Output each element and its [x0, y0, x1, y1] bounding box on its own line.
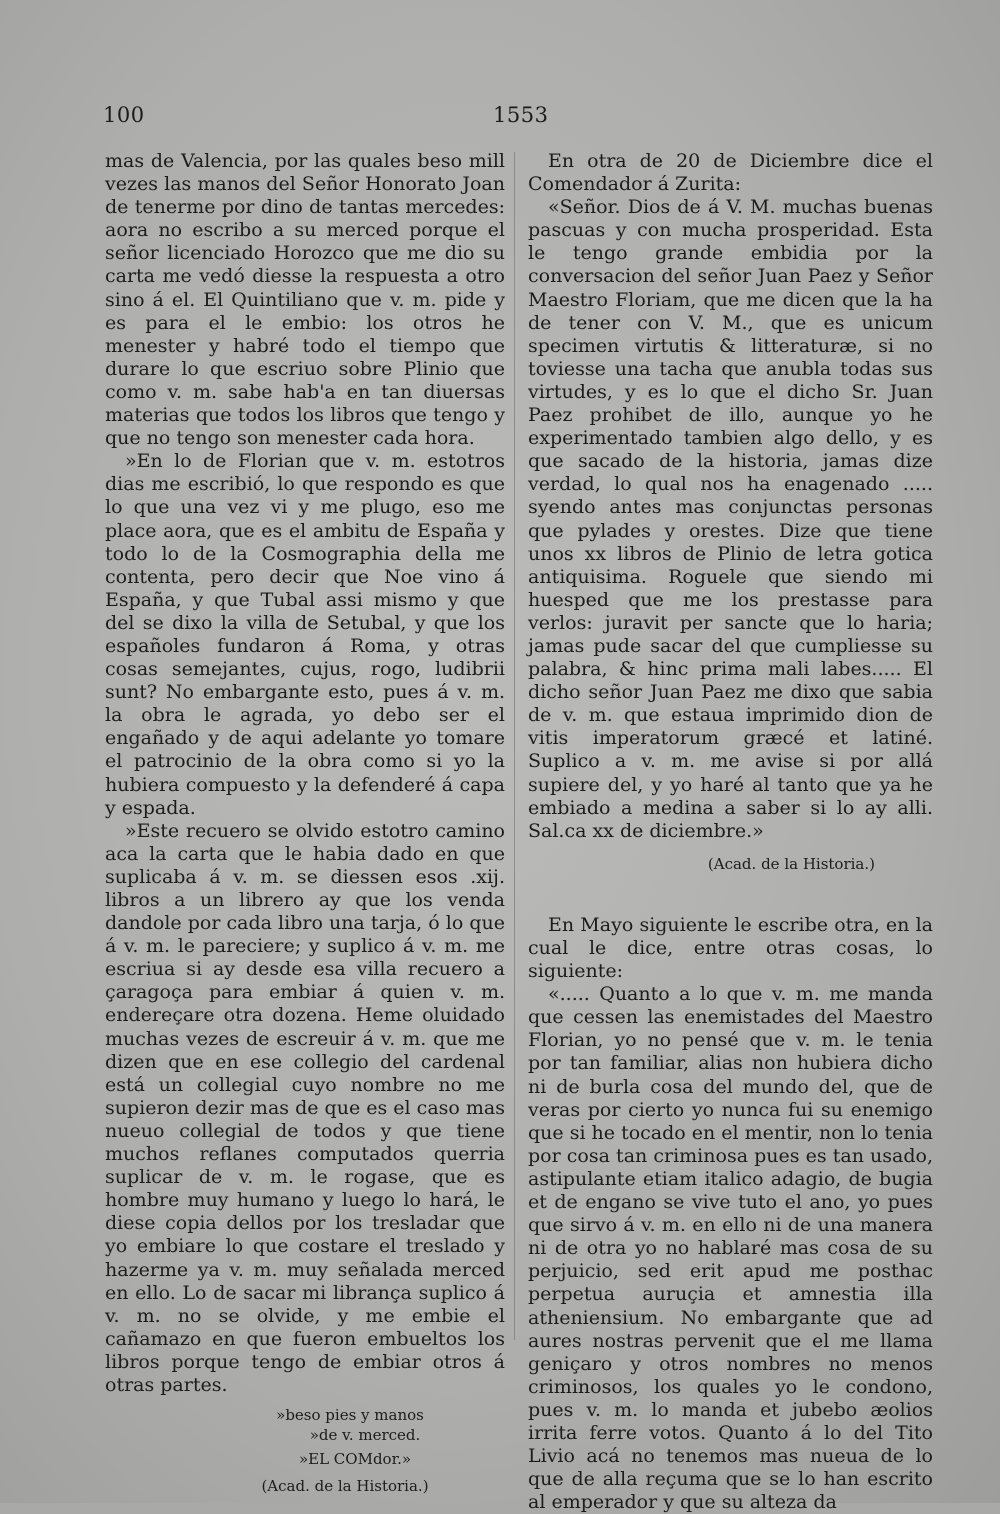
letter-text: «Señor. Dios de á V. M. muchas buenas pascuas y con mucha prosperidad. Esta le tengo grande embidia por la conversacion del señor Juan Paez y Señor Maestro Floriam, que me dicen que la ha de tener con V. M., que es unicum specimen virtutis & litteraturæ, si no toviesse una tacha que anubla todas sus virtudes, y es lo que el dicho Sr. Juan Paez prohibet de illo, aunque yo he experimentado tambien algo dello, y es que sacado de la historia, jamas dize verdad, lo qual nos ha enagenado ..... syendo antes mas conjunctas personas que pylades y orestes. Dize que tiene unos xx libros de Plinio de letra gotica antiquisima. Roguele que siendo mi huesped que me los prestasse para verlos: juravit per sancte que lo haria; jamas pude sacar del que cumpliesse su palabra, & hinc prima mali labes..... El dicho señor Juan Paez me dixo que sabia de v. m. que estaua imprimido dion de vitis imperatorum græcé et latiné. Suplico a v. m. me avise si por allá supiere del, y yo haré al tanto que ya he embiado a medina a saber si lo ay alli. Sal.ca xx de diciembre.» — [528, 196, 933, 842]
source-citation: (Acad. de la Historia.) — [707, 854, 875, 873]
paragraph: mas de Valencia, por las quales beso mill vezes las manos del Señor Honorato Joan de tenerme por dino de tantas mercedes: aora no escribo a su merced porque el señor licenciado Horozco que me dio su carta me vedó diesse la respuesta a otro sino á el. El Quintiliano que v. m. pide y es para el le embio: los otros he menester y habré todo el tiempo que durare lo que escriuo sobre Plinio que como v. m. sabe hab'a en tan diuersas materias que todos los libros que tengo y que no tengo son menester cada hora. — [105, 150, 505, 450]
running-year: 1553 — [493, 103, 549, 127]
signature: »EL COMdor.» — [298, 1450, 412, 1469]
closing-line: »de v. merced. — [309, 1426, 421, 1445]
section-gap — [528, 876, 933, 914]
left-column — [105, 150, 505, 1498]
closing-line: »beso pies y manos — [276, 1406, 424, 1425]
right-column — [528, 150, 933, 1514]
paragraph: En otra de 20 de Diciembre dice el Comendador á Zurita: — [528, 150, 933, 196]
paragraph: En Mayo siguiente le escribe otra, en la cual le dice, entre otras cosas, lo siguiente: — [528, 913, 933, 983]
source-citation: (Acad. de la Historia.) — [261, 1477, 429, 1496]
paragraph: »En lo de Florian que v. m. estotros dias me escribió, lo que respondo es que lo que una vez vi y me plugo, eso me place aora, que es el ambitu de España y todo lo de la Cosmographia della me contenta, pero decir que Noe vino á España, y que Tubal assi mismo y que del se dixo la villa de Setubal, y que los españoles fundaron á Roma, y otras cosas semejantes, cujus, rogo, ludibrii sunt? No embargante esto, pues á v. m. la obra le agrada, yo debo ser el engañado y de aqui adelante yo tomare el patrocinio de la obra como si yo la hubiera compuesto y la defenderé á capa y espada. — [105, 450, 505, 819]
column-divider — [514, 152, 515, 1340]
letter-text: «..... Quanto a lo que v. m. me manda que cessen las enemistades del Maestro Florian, yo no pensé que v. m. le tenia por tan familiar, alias non hubiera dicho ni de burla cosa del mundo del, que de veras por cierto yo nunca fui su enemigo que si he tocado en el mentir, non lo tenia por cosa tan criminosa pues es tan usado, astipulante etiam italico adagio, de bugia et de engano se vive tuto el ano, yo pues que sirvo á v. m. en ello ni de una manera ni de otra yo no hablaré mas cosa de su perjuicio, sed erit apud me posthac perpetua auruçia et amnestia illa atheniensium. No embargante que ad aures nostras pervenit que el me llama geniçaro y otros nombres no menos criminosos, los quales yo le condono, pues v. m. lo manda et jubebo æolios irrita ferre votos. Quanto á lo del Tito Livio acá no tenemos mas nueua de lo que de alla reçuma que se lo han escrito al emperador y que su alteza da — [528, 983, 933, 1514]
paragraph: »Este recuero se olvido estotro camino aca la carta que le habia dado en que suplicaba á v. m. se diessen esos .xij. libros a un librero ay que los venda dandole por cada libro una tarja, ó lo que á v. m. le pareciere; y suplico á v. m. me escriua si ay desde esa villa recuero a çaragoça para embiar á quien v. m. endereçare otra dozena. Heme oluidado muchas vezes de escreuir á v. m. que me dizen que en ese collegio del cardenal está un collegial cuyo nombre no me supieron dezir mas de que es el caso mas nueuo collegial de todos y que tiene muchos reflanes computados querria suplicar de v. m. le rogase, que es hombre muy humano y luego lo hará, le diese copia dellos por los tresladar que yo embiare lo que costare el treslado y hazerme ya v. m. muy señalada merced en ello. Lo de sacar mi librança suplico á v. m. no se olvide, y me embie el cañamazo en que fueron embueltos los libros porque tengo de embiar otros á otras partes. — [105, 819, 505, 1396]
page-number: 100 — [103, 103, 145, 127]
